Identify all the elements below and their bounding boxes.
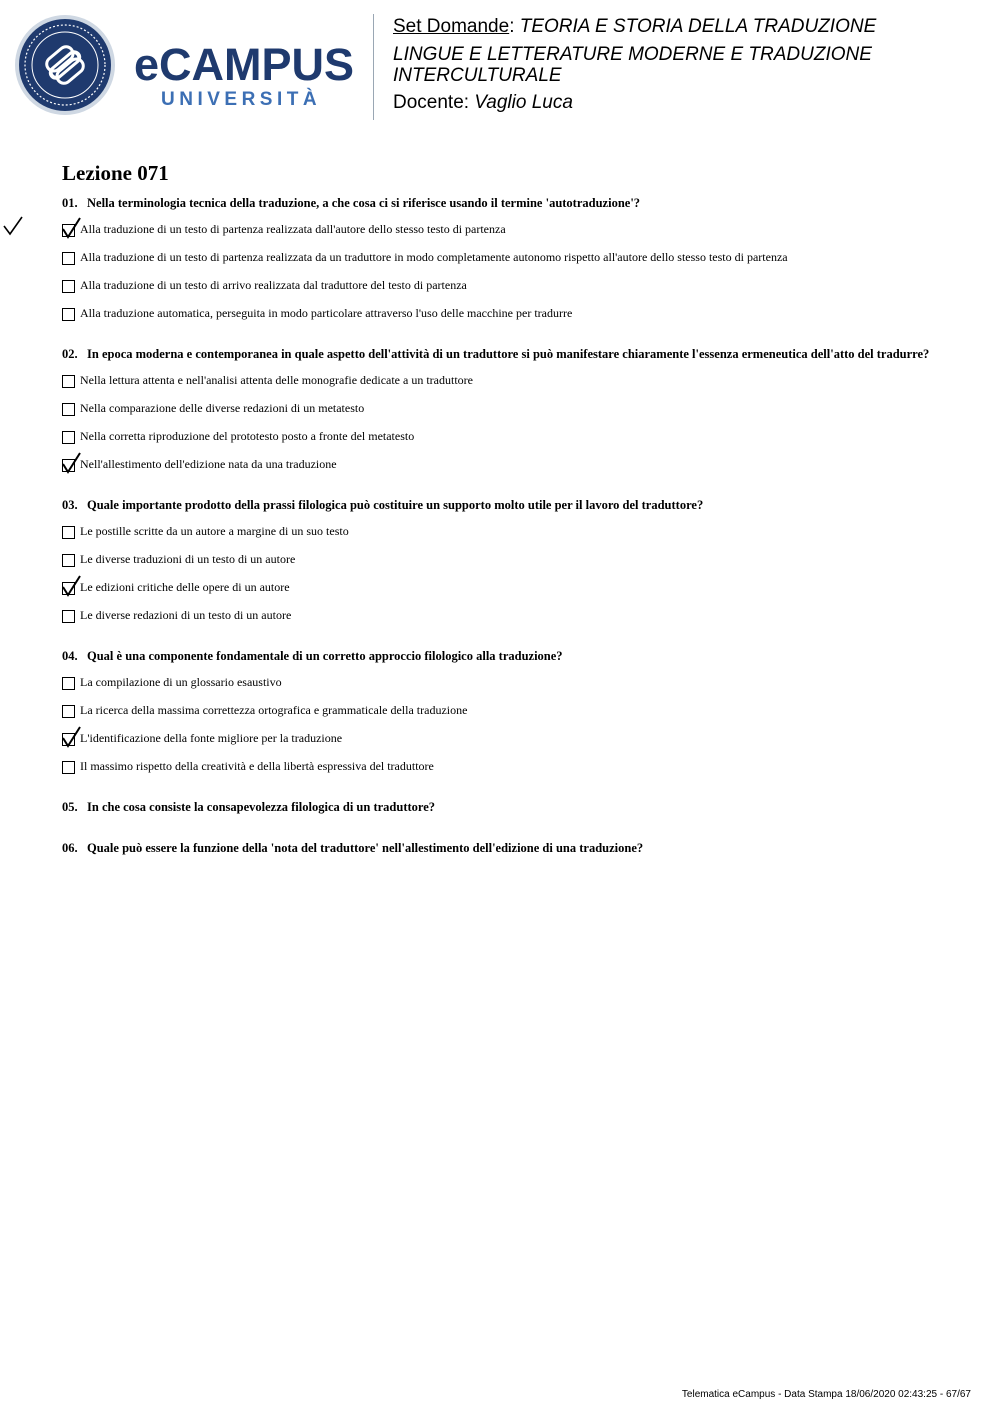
question-number: 04.	[62, 649, 78, 663]
university-seal-icon	[14, 14, 116, 116]
answer-text: Nell'allestimento dell'edizione nata da una traduzione	[80, 457, 337, 471]
answer-text: Le diverse redazioni di un testo di un autore	[80, 608, 292, 622]
answer-text: La ricerca della massima correttezza ortografica e grammaticale della traduzione	[80, 703, 468, 717]
question-title	[62, 196, 640, 211]
set-separator: :	[509, 16, 520, 37]
checkbox-unchecked[interactable]	[62, 252, 75, 265]
logo-subtitle: UNIVERSITÀ	[161, 89, 322, 110]
checkbox-unchecked[interactable]	[62, 280, 75, 293]
course-program: LINGUE E LETTERATURE MODERNE E TRADUZIONE INTERCULTURALE	[393, 44, 872, 86]
checkbox-unchecked[interactable]	[62, 610, 75, 623]
question-text: Qual è una componente fondamentale di un corretto approccio filologico alla traduzione?	[87, 649, 563, 663]
question-text: Quale importante prodotto della prassi filologica può costituire un supporto molto utile per il lavoro del traduttore?	[87, 498, 704, 512]
answer-text: Le diverse traduzioni di un testo di un autore	[80, 552, 296, 566]
header-divider	[373, 14, 374, 120]
question-text: Nella terminologia tecnica della traduzione, a che cosa ci si riferisce usando il termine 'autotraduzione'?	[87, 196, 641, 210]
answer-text: La compilazione di un glossario esaustivo	[80, 675, 282, 689]
checkbox-unchecked[interactable]	[62, 554, 75, 567]
checkbox-unchecked[interactable]	[62, 375, 75, 388]
set-line	[393, 16, 876, 37]
answer-text: Alla traduzione di un testo di arrivo realizzata dal traduttore del testo di partenza	[80, 278, 467, 292]
question-number: 01.	[62, 196, 78, 210]
answer-text: L'identificazione della fonte migliore per la traduzione	[80, 731, 343, 745]
checkmark-icon	[60, 450, 82, 474]
answer-text: Alla traduzione automatica, perseguita in modo particolare attraverso l'uso delle macchine per tradurre	[80, 306, 573, 320]
question-title	[62, 649, 563, 664]
checkbox-unchecked[interactable]	[62, 705, 75, 718]
answer-text: Nella lettura attenta e nell'analisi attenta delle monografie dedicate a un traduttore	[80, 373, 473, 387]
question-text: Quale può essere la funzione della 'nota del traduttore' nell'allestimento dell'edizione di una traduzione?	[87, 841, 644, 855]
checkbox-unchecked[interactable]	[62, 431, 75, 444]
answer-text: Alla traduzione di un testo di partenza realizzata da un traduttore in modo completamente autonomo rispetto all'autore dello stesso testo di partenza	[80, 250, 788, 264]
checkbox-unchecked[interactable]	[62, 526, 75, 539]
question-title	[62, 841, 643, 856]
question-number: 06.	[62, 841, 78, 855]
checkbox-unchecked[interactable]	[62, 677, 75, 690]
set-label: Set Domande	[393, 16, 510, 37]
print-footer: Telematica eCampus - Data Stampa 18/06/2020 02:43:25 - 67/67	[681, 1389, 971, 1400]
question-title	[62, 800, 435, 815]
answer-text: Nella corretta riproduzione del prototesto posto a fronte del metatesto	[80, 429, 415, 443]
logo-wordmark: eCAMPUS	[134, 39, 355, 90]
answer-text: Il massimo rispetto della creatività e della libertà espressiva del traduttore	[80, 759, 434, 773]
answer-text: Le edizioni critiche delle opere di un autore	[80, 580, 290, 594]
answer-text: Le postille scritte da un autore a margine di un suo testo	[80, 524, 349, 538]
checkbox-unchecked[interactable]	[62, 403, 75, 416]
question-text: In che cosa consiste la consapevolezza filologica di un traduttore?	[87, 800, 436, 814]
margin-checkmark-icon	[2, 215, 24, 237]
checkbox-unchecked[interactable]	[62, 308, 75, 321]
teacher-label: Docente:	[393, 92, 475, 113]
teacher-name: Vaglio Luca	[474, 92, 573, 113]
answer-text: Nella comparazione delle diverse redazioni di un metatesto	[80, 401, 365, 415]
question-number: 05.	[62, 800, 78, 814]
course-title: TEORIA E STORIA DELLA TRADUZIONE	[519, 16, 877, 37]
question-number: 03.	[62, 498, 78, 512]
ecampus-logo	[14, 14, 359, 116]
lesson-title: Lezione 071	[62, 161, 169, 185]
checkmark-icon	[60, 724, 82, 748]
question-title	[62, 498, 703, 513]
question-number: 02.	[62, 347, 78, 361]
checkmark-icon	[60, 215, 82, 239]
teacher-line	[393, 92, 573, 113]
question-title	[62, 347, 929, 362]
checkbox-unchecked[interactable]	[62, 761, 75, 774]
answer-text: Alla traduzione di un testo di partenza realizzata dall'autore dello stesso testo di partenza	[80, 222, 506, 236]
checkmark-icon	[60, 573, 82, 597]
course-program-line	[393, 44, 913, 86]
question-text: In epoca moderna e contemporanea in quale aspetto dell'attività di un traduttore si può manifestare chiaramente l'essenza ermeneutica dell'atto del tradurre?	[87, 347, 930, 361]
